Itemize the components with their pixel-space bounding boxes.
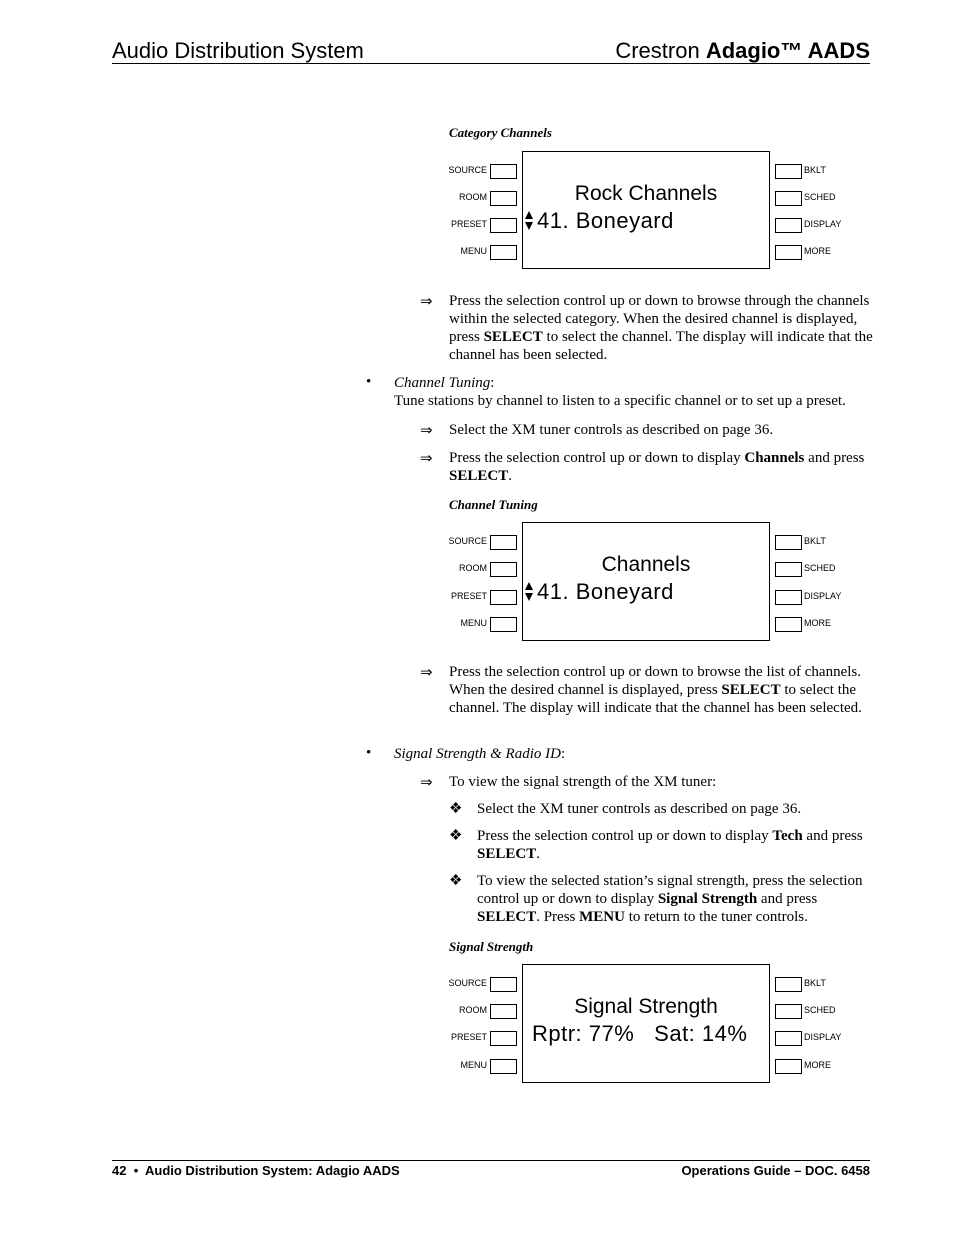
bullet-icon: • (366, 745, 372, 761)
implies-arrow-icon: ⇒ (420, 423, 433, 439)
room-button (490, 1004, 517, 1019)
sched-button (775, 191, 802, 206)
keypad-figure-category-channels (447, 151, 877, 271)
room-label: ROOM (459, 1005, 487, 1015)
sched-button (775, 562, 802, 577)
more-button (775, 617, 802, 632)
more-label: MORE (804, 618, 831, 628)
menu-button (490, 245, 517, 260)
step-display-channels: Press the selection control up or down to display Channels and press SELECT. (449, 450, 865, 484)
footer-doc-number: Operations Guide – DOC. 6458 (681, 1163, 870, 1178)
more-label: MORE (804, 246, 831, 256)
preset-label: PRESET (450, 1032, 487, 1042)
bklt-label: BKLT (804, 165, 826, 175)
bullet-icon: • (366, 374, 372, 390)
lcd-line2: 41. Boneyard (537, 579, 674, 604)
lcd-line1: Signal Strength (574, 995, 718, 1018)
bklt-button (775, 977, 802, 992)
preset-button (490, 1031, 517, 1046)
figure-caption-signal-strength: Signal Strength (449, 939, 534, 954)
preset-button (490, 590, 517, 605)
room-label: ROOM (459, 563, 487, 573)
step-select-xm: Select the XM tuner controls as described on page 36. (449, 422, 774, 438)
lcd-display (522, 151, 770, 269)
sched-button (775, 1004, 802, 1019)
figure-caption-category-channels: Category Channels (449, 125, 552, 140)
keypad-figure-channel-tuning (447, 522, 877, 642)
bullet-signal-strength: Signal Strength & Radio ID: (394, 746, 566, 762)
footer-rule (112, 1160, 870, 1161)
lcd-line1: Rock Channels (574, 182, 718, 205)
display-label: DISPLAY (804, 219, 842, 229)
diamond-bullet-icon: ❖ (449, 873, 463, 889)
menu-label: MENU (460, 246, 487, 256)
display-button (775, 218, 802, 233)
sched-label: SCHED (804, 563, 836, 573)
preset-label: PRESET (450, 591, 487, 601)
more-label: MORE (804, 1060, 831, 1070)
implies-arrow-icon: ⇒ (420, 451, 433, 467)
up-down-arrows-icon (525, 211, 533, 231)
bklt-button (775, 164, 802, 179)
source-label: SOURCE (448, 165, 487, 175)
room-button (490, 191, 517, 206)
footer-left: 42 • Audio Distribution System: Adagio AADS (112, 1163, 400, 1178)
bklt-label: BKLT (804, 978, 826, 988)
sched-label: SCHED (804, 192, 836, 202)
header-rule (112, 63, 870, 64)
preset-button (490, 218, 517, 233)
room-label: ROOM (459, 192, 487, 202)
display-label: DISPLAY (804, 1032, 842, 1042)
display-button (775, 1031, 802, 1046)
lcd-line1: Channels (601, 553, 691, 576)
more-button (775, 245, 802, 260)
substep-display-tech: Press the selection control up or down to display Tech and press SELECT. (477, 828, 863, 862)
lcd-line2: Rptr: 77% Sat: 14% (532, 1021, 748, 1046)
step-browse-category: Press the selection control up or down to browse through the channels within the selected category. When the desired channel is displayed, press SELECT to select the channel. The display will indicate that the channel has been selected. (449, 293, 873, 363)
up-down-arrows-icon (525, 582, 533, 602)
display-label: DISPLAY (804, 591, 842, 601)
source-label: SOURCE (448, 978, 487, 988)
display-button (775, 590, 802, 605)
implies-arrow-icon: ⇒ (420, 665, 433, 681)
figure-caption-channel-tuning: Channel Tuning (449, 497, 538, 512)
keypad-figure-signal-strength (447, 964, 877, 1084)
substep-select-xm: Select the XM tuner controls as described on page 36. (477, 801, 802, 817)
diamond-bullet-icon: ❖ (449, 801, 463, 817)
footer-doc-title: Audio Distribution System: Adagio AADS (145, 1163, 400, 1178)
bklt-button (775, 535, 802, 550)
substep-view-strength: To view the selected station’s signal strength, press the selection control up or down to display Signal Strength and press SELECT. Press MENU to return to the tuner controls. (477, 873, 863, 925)
header-title: Audio Distribution System (112, 38, 364, 63)
step-browse-channel-list: Press the selection control up or down to browse the list of channels. When the desired channel is displayed, press SELECT to select the channel. The display will indicate that the channel has been selected. (449, 664, 862, 716)
menu-button (490, 617, 517, 632)
bklt-label: BKLT (804, 536, 826, 546)
menu-label: MENU (460, 1060, 487, 1070)
source-button (490, 164, 517, 179)
more-button (775, 1059, 802, 1074)
bullet-channel-tuning: Channel Tuning: Tune stations by channel to listen to a specific channel or to set up a preset. (394, 375, 846, 409)
page-number: 42 (112, 1163, 127, 1178)
room-button (490, 562, 517, 577)
source-button (490, 977, 517, 992)
lcd-display (522, 522, 770, 641)
header-product: Crestron Adagio™ AADS (615, 38, 870, 63)
source-label: SOURCE (448, 536, 487, 546)
diamond-bullet-icon: ❖ (449, 828, 463, 844)
implies-arrow-icon: ⇒ (420, 775, 433, 791)
lcd-display (522, 964, 770, 1083)
lcd-line2: 41. Boneyard (537, 208, 674, 233)
source-button (490, 535, 517, 550)
implies-arrow-icon: ⇒ (420, 294, 433, 310)
step-view-signal: To view the signal strength of the XM tuner: (449, 774, 717, 790)
menu-label: MENU (460, 618, 487, 628)
menu-button (490, 1059, 517, 1074)
sched-label: SCHED (804, 1005, 836, 1015)
preset-label: PRESET (450, 219, 487, 229)
